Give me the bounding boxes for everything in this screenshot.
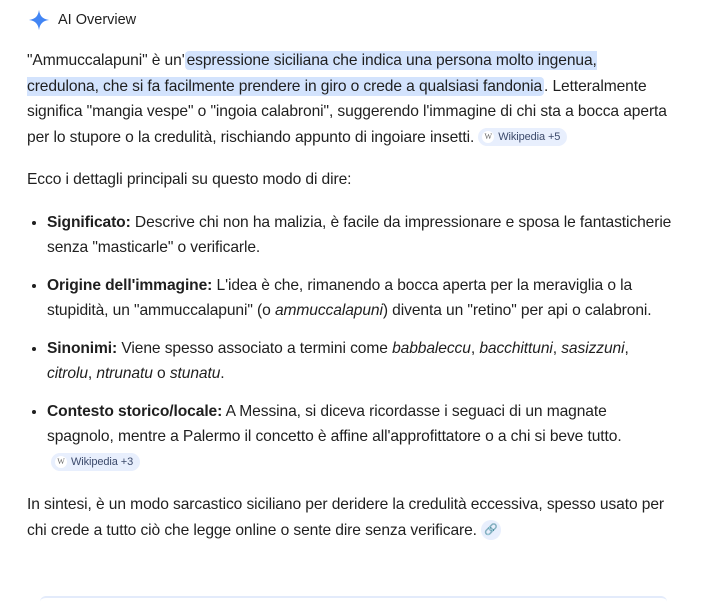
synonym: bacchittuni — [479, 339, 553, 357]
bullet-label: Sinonimi: — [47, 339, 118, 357]
source-chip-label: Wikipedia +3 — [71, 456, 134, 469]
wikipedia-icon: W — [55, 456, 67, 468]
link-icon[interactable]: 🔗 — [481, 520, 501, 540]
source-chip-label: Wikipedia +5 — [498, 131, 561, 144]
synonym: sasizzuni — [561, 339, 625, 357]
bullet-label: Contesto storico/locale: — [47, 402, 223, 420]
intro-period: . — [544, 77, 549, 95]
source-chip[interactable] — [51, 453, 140, 471]
next-panel-edge — [40, 596, 667, 604]
ai-overview-title: AI Overview — [58, 12, 137, 28]
bullet-label: Significato: — [47, 213, 131, 231]
list-item — [47, 399, 672, 476]
wikipedia-icon: W — [482, 131, 494, 143]
intro-prefix: "Ammuccalapuni" è un' — [27, 52, 185, 69]
list-item — [47, 336, 672, 387]
details-list — [27, 210, 672, 476]
highlighted-definition[interactable]: espressione siciliana che indica una persona molto ingenua, credulona, che si fa facilmente prendere in giro o crede a qualsiasi fandonia — [27, 52, 597, 95]
synonym: stunatu — [169, 365, 221, 382]
synonym: citrolu — [47, 365, 88, 382]
separator: , — [87, 365, 97, 382]
source-chip[interactable] — [478, 128, 567, 146]
separator: o — [152, 365, 170, 382]
bullet-text: Viene spesso associato a termini come — [117, 339, 393, 357]
intro-paragraph — [27, 48, 672, 150]
bullet-text: A Messina, si diceva ricordasse i seguaci di un magnate spagnolo, mentre a Palermo il concetto è affine all'approfittatore o a chi si beve tutto. — [47, 402, 622, 445]
ai-overview-header — [28, 9, 136, 31]
summary-text: In sintesi, è un modo sarcastico siciliano per deridere la credulità eccessiva, spesso usato per chi crede a tutto ciò che legge online o sente dire senza verificare. — [27, 496, 665, 539]
list-item — [47, 210, 672, 261]
details-intro: Ecco i dettagli principali su questo modo di dire: — [27, 171, 352, 188]
synonym: babbaleccu — [392, 339, 471, 357]
bullet-text: ) diventa un "retino" per api o calabroni. — [382, 302, 652, 319]
summary-paragraph — [27, 492, 672, 543]
overview-content — [27, 48, 672, 560]
sparkle-icon — [28, 9, 50, 31]
separator: , — [552, 339, 562, 357]
bullet-text: L'idea è che, rimanendo a bocca aperta per la meraviglia o la stupidità, un "ammuccalapuni" (o — [47, 276, 633, 319]
separator: , — [470, 339, 480, 357]
bullet-text: Descrive chi non ha malizia, è facile da impressionare e sposa le fantasticherie senza "masticarle" o verificarle. — [47, 213, 672, 256]
bullet-italic: ammuccalapuni — [274, 302, 383, 319]
synonym: ntrunatu — [96, 365, 153, 382]
list-item — [47, 273, 672, 324]
intro-rest: Letteralmente significa "mangia vespe" o "ingoia calabroni", suggerendo l'immagine di chi sta a bocca aperta per lo stupore o la credulità, rischiando appunto di ingoiare insetti. — [27, 77, 667, 146]
separator: . — [220, 365, 225, 382]
bullet-label: Origine dell'immagine: — [47, 276, 213, 294]
separator: , — [624, 339, 629, 357]
